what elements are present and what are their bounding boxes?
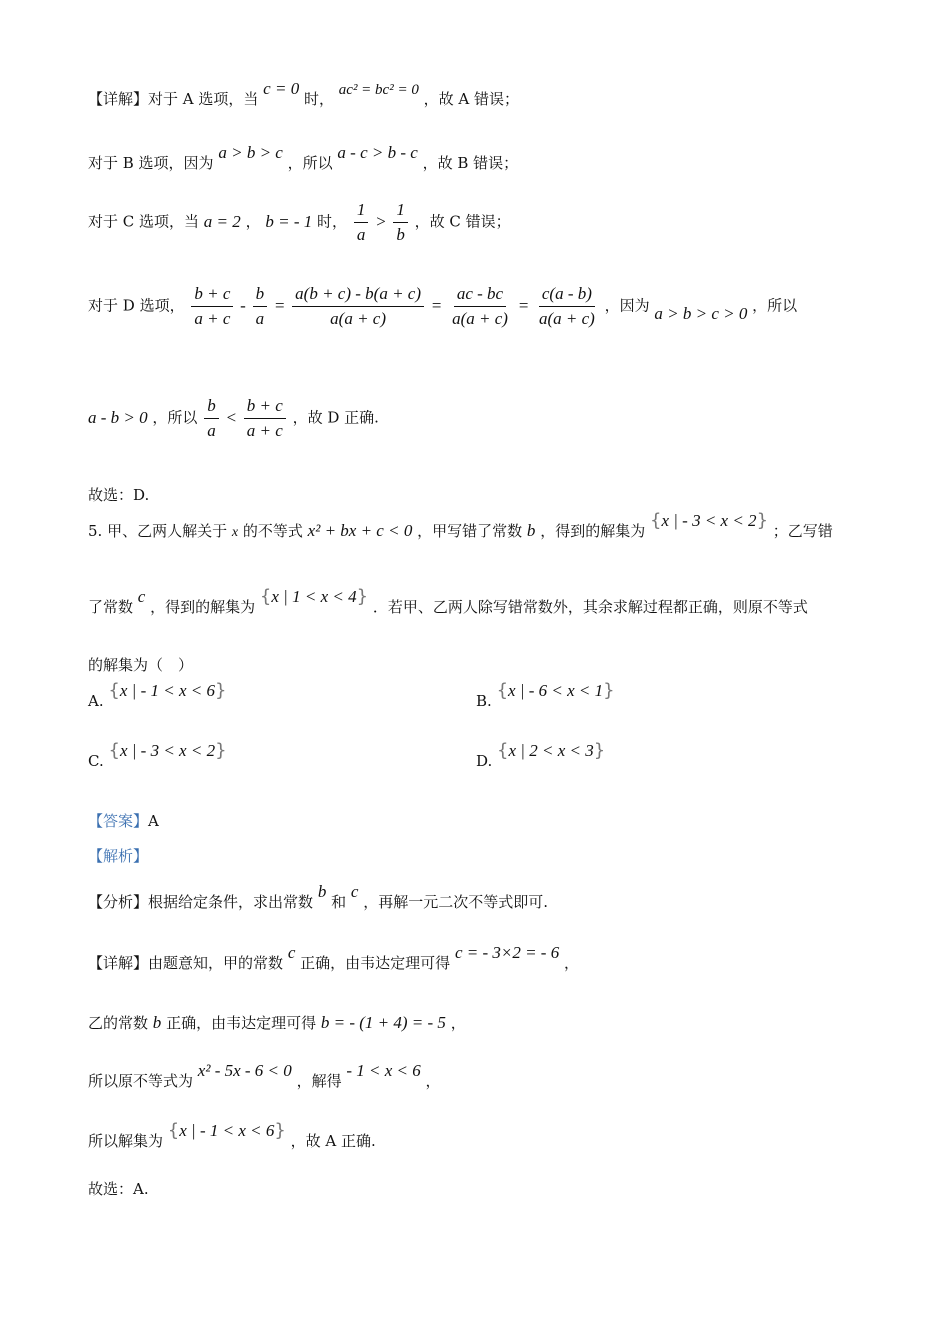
fraction-b-a: $\frac{b}{a}$	[204, 396, 219, 441]
math-b: b	[317, 882, 327, 901]
math-b-neg1: b = - 1	[265, 211, 313, 231]
question-5-line-3: 的解集为（ ）	[88, 656, 194, 674]
fraction-1-b: $\frac{1}{b}$	[393, 200, 408, 245]
analysis-tag: 【解析】	[88, 847, 149, 865]
option-d-conclusion	[88, 396, 379, 441]
text: ，再解一元二次不等式即可.	[363, 893, 548, 911]
final-solution-set: {x | - 1 < x < 6}	[167, 1120, 286, 1141]
equals-sign: =	[273, 295, 286, 315]
choose-line-2: 故选：A.	[88, 1180, 149, 1198]
math-x: x	[231, 525, 239, 540]
solution-line-2	[88, 1012, 466, 1033]
text: 正确，由韦达定理可得	[300, 954, 451, 972]
fraction-bc-ac: $\frac{b + c}{a + c}$	[191, 284, 233, 329]
text: ；乙写错	[772, 522, 833, 540]
option-c-set: {x | - 3 < x < 2}	[108, 740, 227, 761]
math-c: c	[137, 587, 146, 606]
fraction-bc-ac: $\frac{b + c}{a + c}$	[244, 396, 286, 441]
solution-line-4	[88, 1120, 376, 1151]
text: ，	[425, 1072, 441, 1090]
fenxi-tag: 【分析】	[88, 893, 149, 911]
answer-value: A	[148, 812, 159, 830]
solution-line-1	[88, 943, 580, 973]
text: ，	[564, 954, 580, 972]
option-b-line	[88, 143, 519, 173]
text: ，因为	[604, 296, 650, 315]
fraction-1-a: $\frac{1}{a}$	[354, 200, 369, 245]
math-inequality: x² + bx + c < 0	[307, 521, 413, 540]
detail-line-1	[88, 79, 519, 109]
option-a: A. {x | - 1 < x < 6}	[88, 680, 227, 710]
text: ，所以	[152, 408, 198, 427]
solution-line-3	[88, 1061, 441, 1091]
greater-sign: >	[375, 211, 387, 231]
detail-tag: 【详解】	[88, 954, 149, 972]
math-a-2: a = 2	[203, 211, 241, 231]
text: ，所以	[287, 154, 333, 172]
text: ，故 A 正确.	[290, 1132, 376, 1150]
text: 所以解集为	[88, 1132, 164, 1150]
fraction-ac-bc: $\frac{ac - bc}{a(a + c)}$	[452, 284, 508, 328]
answer-line	[88, 810, 159, 831]
text: 所以原不等式为	[88, 1072, 194, 1090]
answer-tag: 【答案】	[88, 812, 149, 830]
fraction-expanded: $\frac{a(b + c) - b(a + c)}{a(a + c)}$	[292, 284, 424, 329]
choose-line-1: 故选：D.	[88, 486, 150, 504]
text: ，得到的解集为	[150, 598, 256, 616]
text: ，	[450, 1014, 466, 1032]
text: 对于 D 选项，	[88, 296, 185, 315]
math-a-b-pos: a - b > 0	[88, 407, 148, 427]
math-ac2-bc2: ac² = bc² = 0	[338, 82, 419, 98]
text: ，甲写错了常数	[417, 522, 523, 540]
text: 乙的常数	[88, 1014, 149, 1032]
minus-sign: -	[240, 295, 246, 315]
math-chain: a > b > c > 0	[654, 303, 748, 323]
math-b-value: b = - (1 + 4) = - 5	[320, 1013, 446, 1032]
text: 5. 甲、乙两人解关于	[88, 522, 228, 540]
text: 对于 A 选项，当	[148, 90, 259, 108]
text: ，所以	[752, 296, 798, 315]
math-c: c	[350, 882, 359, 901]
math-abc: a > b > c	[218, 143, 283, 162]
math-c: c	[287, 943, 296, 962]
text: ，故 A 错误；	[423, 90, 519, 108]
text: 的不等式	[242, 522, 303, 540]
math-b: b	[152, 1013, 162, 1032]
fraction-c-ab: $\frac{c(a - b)}{a(a + c)}$	[538, 284, 595, 328]
text: ，解得	[296, 1072, 342, 1090]
option-b: B. {x | - 6 < x < 1}	[476, 680, 615, 710]
detail-tag: 【详解】	[88, 90, 149, 108]
text: 时，	[303, 90, 334, 108]
math-solution-range: - 1 < x < 6	[346, 1061, 421, 1080]
fenxi-line	[88, 882, 548, 912]
text: 对于 C 选项，当	[88, 212, 200, 231]
fraction-b-a: $\frac{b}{a}$	[253, 284, 268, 329]
option-d: D. {x | 2 < x < 3}	[476, 740, 606, 770]
text: ，得到的解集为	[540, 522, 646, 540]
math-b: b	[526, 521, 536, 540]
text: ，故 B 错误；	[422, 154, 519, 172]
option-a-set: {x | - 1 < x < 6}	[108, 680, 227, 701]
question-5-line-2	[88, 586, 808, 617]
question-5-line-1	[88, 510, 833, 541]
text: ．若甲、乙两人除写错常数外，其余求解过程都正确，则原不等式	[372, 598, 808, 616]
less-sign: <	[225, 407, 237, 427]
text: ，故 D 正确.	[292, 408, 379, 427]
equals-sign: =	[517, 295, 530, 315]
option-c: C. {x | - 3 < x < 2}	[88, 740, 227, 770]
text: 时，	[317, 212, 348, 231]
text: 了常数	[88, 598, 134, 616]
text: ，故 C 错误；	[414, 212, 511, 231]
text: ，	[245, 212, 261, 231]
math-c-zero: c = 0	[263, 79, 300, 98]
option-d-set: {x | 2 < x < 3}	[497, 740, 606, 761]
text: 根据给定条件，求出常数	[148, 893, 314, 911]
math-c-value: c = - 3×2 = - 6	[454, 943, 560, 962]
text: 对于 B 选项，因为	[88, 154, 214, 172]
equals-sign: =	[430, 295, 443, 315]
option-b-set: {x | - 6 < x < 1}	[496, 680, 615, 701]
math-ac-bc: a - c > b - c	[337, 143, 418, 162]
text: 和	[331, 893, 347, 911]
option-d-line	[88, 284, 797, 329]
solution-set-jia: {x | - 3 < x < 2}	[649, 510, 769, 531]
solution-set-yi: {x | 1 < x < 4}	[259, 586, 369, 607]
text: 正确，由韦达定理可得	[166, 1014, 317, 1032]
text: 由题意知，甲的常数	[148, 954, 284, 972]
math-quadratic: x² - 5x - 6 < 0	[197, 1061, 292, 1080]
option-c-line	[88, 200, 511, 245]
